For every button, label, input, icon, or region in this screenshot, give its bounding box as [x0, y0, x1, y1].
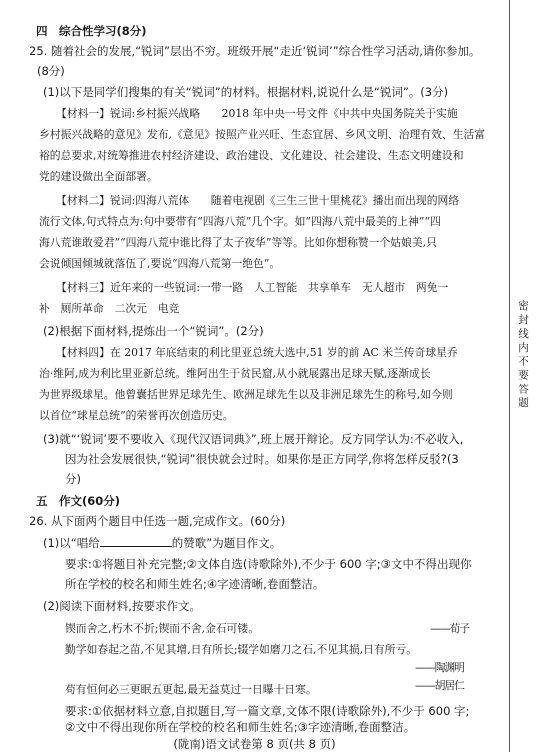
q26-topic-2: (2)阅读下面材料,按要求作文。	[43, 599, 201, 613]
q25-part3-line2: 因为社会发展很快,“锐词”很快就会过时。如果你是正方同学,你将怎样反驳?(3	[65, 452, 459, 466]
quote-3-author: ——胡居仁	[415, 679, 464, 692]
quote-3: 苟有恒何必三更眠五更起,最无益莫过一日曝十日寒。	[65, 683, 317, 696]
material-1-line3: 裕的总要求,对统筹推进农村经济建设、政治建设、文化建设、社会建设、生态文明建设和	[39, 149, 464, 162]
material-4-line2: 治·维阿,成为利比里亚新总统。维阿出生于贫民窟,从小就展露出足球天赋,逐渐成长	[39, 367, 431, 380]
section-5-heading: 五 作文(60分)	[36, 494, 121, 508]
requirements-2-line1: 要求:①依据材料立意,自拟题目,写一篇文章,文体不限(诗歌除外),不少于 600 字;	[65, 704, 470, 718]
material-1-line2: 乡村振兴战略的意见》发布,《意见》按照产业兴旺、生态宜居、乡风文明、治理有效、生活富	[39, 128, 486, 141]
material-4-line4: 以首位“球星总统”的荣誉再次创造历史。	[39, 409, 234, 422]
material-1-line1: 【材料一】锐词:乡村振兴战略 2018 年中央一号文件《中共中央国务院关于实施	[56, 107, 458, 120]
page-footer	[0, 720, 509, 752]
q26-stem: 26. 从下面两个题目中任选一题,完成作文。(60分)	[29, 514, 286, 528]
q25-stem-line2: (8分)	[37, 64, 65, 78]
material-2-line2: 流行文体,句式特点为:句中要带有“四海八荒”几个字。如“四海八荒中最美的上神”“四	[39, 215, 441, 228]
section-4-heading: 四 综合性学习(8分)	[36, 24, 147, 38]
material-1-line4: 党的建设做出全面部署。	[39, 170, 158, 183]
seal-line	[509, 0, 510, 752]
material-2-line4: 会说倾国倾城就落伍了,要说“四海八荒第一绝色”。	[39, 257, 281, 270]
seal-notice: 密 封 线 内 不 要 答 题	[517, 300, 529, 408]
requirements-1-line2: 所在学校的校名和师生姓名;④字迹清晰,卷面整洁。	[65, 577, 325, 591]
q25-stem-line1: 25. 随着社会的发展,“锐词”层出不穷。班级开展“走近‘锐词’”综合性学习活动,请你参加。	[29, 44, 481, 58]
q26-topic-1	[43, 535, 281, 550]
title-blank[interactable]	[100, 535, 172, 547]
q25-part2: (2)根据下面材料,提炼出一个“锐词”。(2分)	[43, 324, 264, 338]
q25-part3-line1: (3)就“‘锐词’要不要收入《现代汉语词典》”,班上展开辩论。反方同学认为:不必收入,	[43, 432, 464, 446]
material-2-line3: 海八荒谁敢爱君”“四海八荒中谁比得了太子夜华”等等。比如你想称赞一个姑娘美,只	[39, 236, 437, 249]
material-2-line1: 【材料二】锐词:四海八荒体 随着电视剧《三生三世十里桃花》播出而出现的网络	[56, 194, 460, 207]
q25-part1: (1)以下是同学们搜集的有关“锐词”的材料。根据材料,说说什么是“锐词”。(3分)	[43, 85, 449, 99]
requirements-1-line1: 要求:①将题目补充完整;②文体自选(诗歌除外),不少于 600 字;③文中不得出现你	[65, 557, 472, 571]
topic-1-prefix: (1)以“唱给	[43, 536, 100, 550]
quote-2-author: ——陶渊明	[415, 661, 464, 674]
material-4-line3: 为世界级球星。他曾囊括世界足球先生、欧洲足球先生以及非洲足球先生的称号,如今则	[39, 388, 453, 401]
q25-part3-line3: 分)	[65, 472, 81, 486]
quote-1-author: ——荀子	[430, 622, 470, 635]
material-4-line1: 【材料四】在 2017 年底结束的利比里亚总统大选中,51 岁的前 AC 米兰传奇球星乔	[56, 346, 458, 359]
topic-1-suffix: 的赞歌”为题目作文。	[171, 536, 282, 550]
footer-text: (陇南)语文试卷第 8 页(共 8 页)	[173, 737, 336, 751]
quote-1: 锲而舍之,朽木不折;锲而不舍,金石可镂。	[65, 622, 260, 635]
quote-2: 勤学如春起之苗,不见其增,日有所长;辍学如磨刀之石,不见其损,日有所亏。	[65, 643, 418, 656]
material-3-line2: 补 厕所革命 二次元 电竞	[39, 302, 180, 315]
material-3-line1: 【材料三】近年来的一些锐词:一带一路 人工智能 共享单车 无人超市 两免一	[56, 281, 449, 294]
requirements-2-line2: ②文中不得出现你所在学校的校名和师生姓名;③字迹清晰,卷面整洁。	[65, 720, 416, 734]
